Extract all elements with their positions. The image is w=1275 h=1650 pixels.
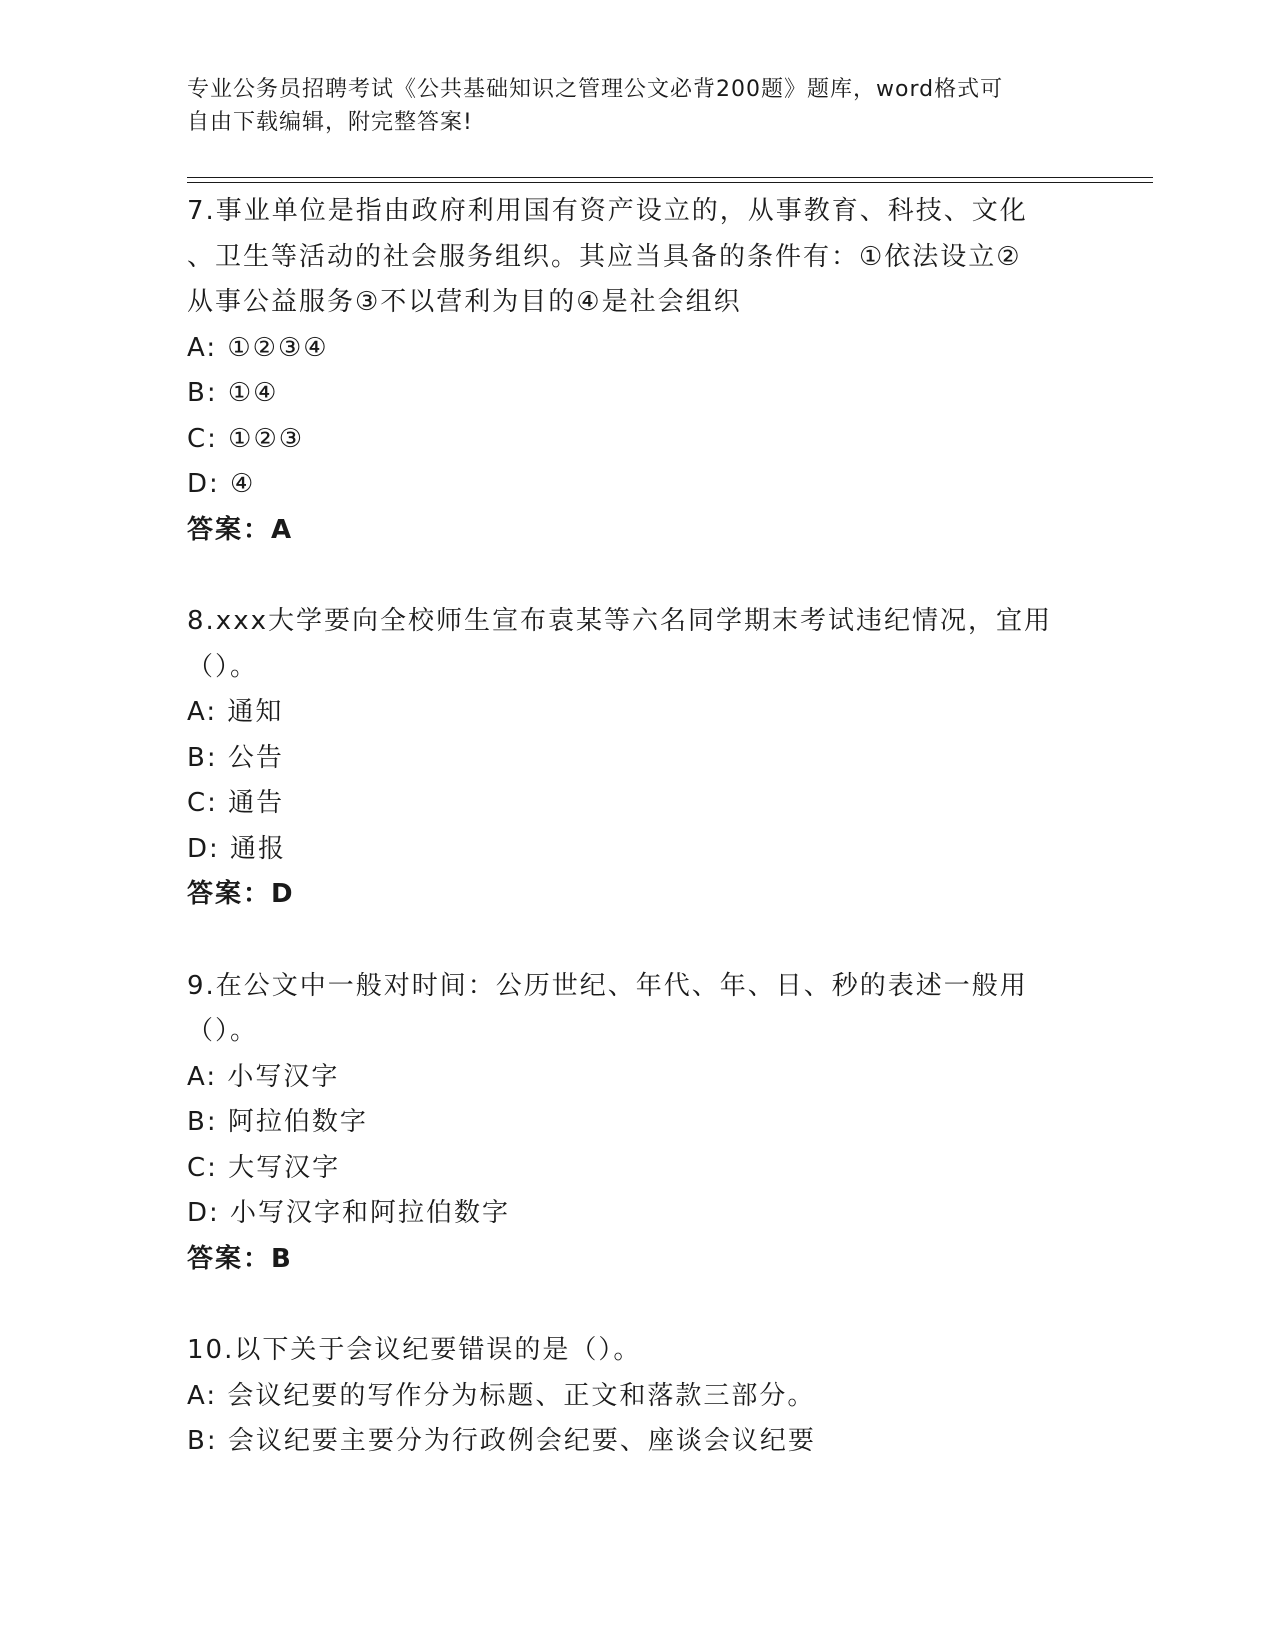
- option-c: C: 大写汉字: [187, 1152, 341, 1183]
- spacer: [187, 1282, 1087, 1328]
- header-line-2: 自由下载编辑，附完整答案!: [187, 110, 473, 135]
- option-b: B: 阿拉伯数字: [187, 1107, 368, 1137]
- option-d: D: 小写汉字和阿拉伯数字: [187, 1198, 511, 1228]
- question-block: [187, 964, 1087, 1283]
- document-header: [187, 73, 1067, 139]
- question-text: 8.xxx大学要向全校师生宣布袁某等六名同学期末考试违纪情况，宜用: [187, 606, 1052, 636]
- option-b: B: 公告: [187, 742, 284, 773]
- option-b: B: 会议纪要主要分为行政例会纪要、座谈会议纪要: [187, 1426, 816, 1456]
- question-list: [187, 189, 1087, 1465]
- question-text: （）。: [187, 651, 259, 682]
- option-a: A: 通知: [187, 697, 284, 727]
- question-block: [187, 599, 1087, 918]
- question-text: 从事公益服务③不以营利为目的④是社会组织: [187, 287, 742, 317]
- question-text: 、卫生等活动的社会服务组织。其应当具备的条件有：①依法设立②: [187, 241, 1022, 272]
- header-divider-top: [187, 177, 1153, 178]
- option-d: D: ④: [187, 469, 256, 499]
- header-line-1: 专业公务员招聘考试《公共基础知识之管理公文必背200题》题库，word格式可: [187, 77, 1004, 102]
- question-text: 9.在公文中一般对时间：公历世纪、年代、年、日、秒的表述一般用: [187, 970, 1028, 1001]
- option-a: A: 小写汉字: [187, 1061, 340, 1092]
- option-d: D: 通报: [187, 833, 287, 864]
- header-divider-bottom: [187, 182, 1153, 183]
- question-block: [187, 1328, 1087, 1465]
- option-b: B: ①④: [187, 378, 279, 408]
- spacer: [187, 553, 1087, 599]
- option-c: C: ①②③: [187, 423, 305, 454]
- question-text: 7.事业单位是指由政府利用国有资产设立的，从事教育、科技、文化: [187, 196, 1028, 226]
- question-text: 10.以下关于会议纪要错误的是（）。: [187, 1335, 642, 1365]
- answer-label: 答案：D: [187, 879, 295, 909]
- option-a: A: ①②③④: [187, 332, 329, 363]
- answer-label: 答案：B: [187, 1243, 293, 1274]
- option-c: C: 通告: [187, 788, 285, 818]
- option-a: A: 会议纪要的写作分为标题、正文和落款三部分。: [187, 1380, 816, 1411]
- question-text: （）。: [187, 1016, 259, 1046]
- question-block: [187, 189, 1087, 553]
- spacer: [187, 918, 1087, 964]
- answer-label: 答案：A: [187, 514, 294, 545]
